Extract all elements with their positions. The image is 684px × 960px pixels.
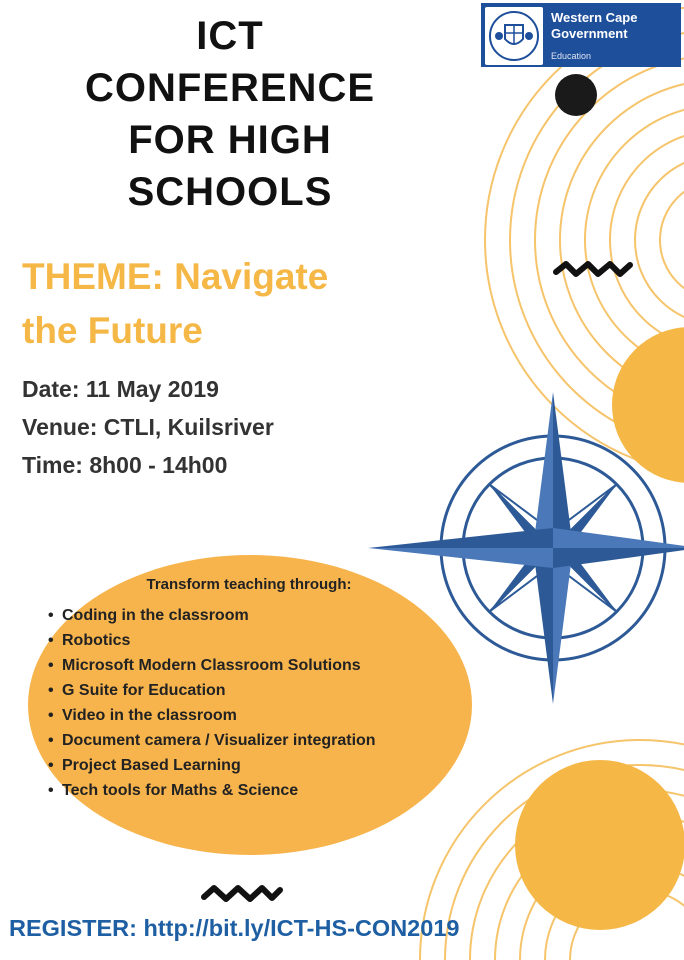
coat-of-arms-crest-icon [485, 7, 543, 65]
bullet: • [48, 782, 54, 799]
bullet: • [48, 657, 54, 674]
register-label: REGISTER: [9, 915, 137, 941]
bullet: • [48, 707, 54, 724]
list-item [48, 703, 454, 728]
list-item [48, 678, 454, 703]
theme-line: THEME: Navigate [22, 256, 329, 297]
list-item [48, 778, 454, 803]
bullet: • [48, 607, 54, 624]
topic-label: Video in the classroom [62, 707, 237, 724]
topic-label: Coding in the classroom [62, 607, 249, 624]
theme-line: the Future [22, 310, 203, 351]
event-date: Date: 11 May 2019 [22, 376, 219, 402]
event-details [22, 370, 274, 484]
logo-line-western-cape: Western Cape [551, 10, 638, 25]
list-item [48, 653, 454, 678]
list-item [48, 628, 454, 653]
conference-title [40, 10, 420, 218]
topic-label: Tech tools for Maths & Science [62, 782, 299, 799]
title-line: FOR HIGH [128, 118, 332, 162]
bullet: • [48, 732, 54, 749]
zigzag-icon [556, 264, 630, 274]
topic-label: Microsoft Modern Classroom Solutions [62, 657, 361, 674]
theme-heading [22, 250, 442, 358]
transform-teaching-section [44, 576, 454, 803]
topics-list [44, 603, 454, 803]
orange-circle-bottom-right [515, 760, 684, 930]
transform-heading: Transform teaching through: [146, 576, 352, 593]
list-item [48, 603, 454, 628]
register-line [9, 915, 459, 942]
event-time: Time: 8h00 - 14h00 [22, 452, 228, 478]
zigzag-bottom-icon [204, 888, 280, 899]
topic-label: Robotics [62, 632, 131, 649]
bullet: • [48, 682, 54, 699]
dot-icon [555, 74, 597, 116]
bullet: • [48, 632, 54, 649]
topic-label: G Suite for Education [62, 682, 226, 699]
title-line: SCHOOLS [127, 170, 333, 214]
logo-line-government: Government [551, 26, 628, 41]
list-item [48, 753, 454, 778]
western-cape-government-logo [481, 3, 681, 67]
event-venue: Venue: CTLI, Kuilsriver [22, 414, 274, 440]
topic-label: Project Based Learning [62, 757, 241, 774]
logo-line-education: Education [551, 51, 592, 61]
title-line: ICT [196, 14, 264, 58]
register-link[interactable]: http://bit.ly/ICT-HS-CON2019 [143, 915, 460, 941]
topic-label: Document camera / Visualizer integration [62, 732, 376, 749]
list-item [48, 728, 454, 753]
title-line: CONFERENCE [84, 66, 376, 110]
bullet: • [48, 757, 54, 774]
